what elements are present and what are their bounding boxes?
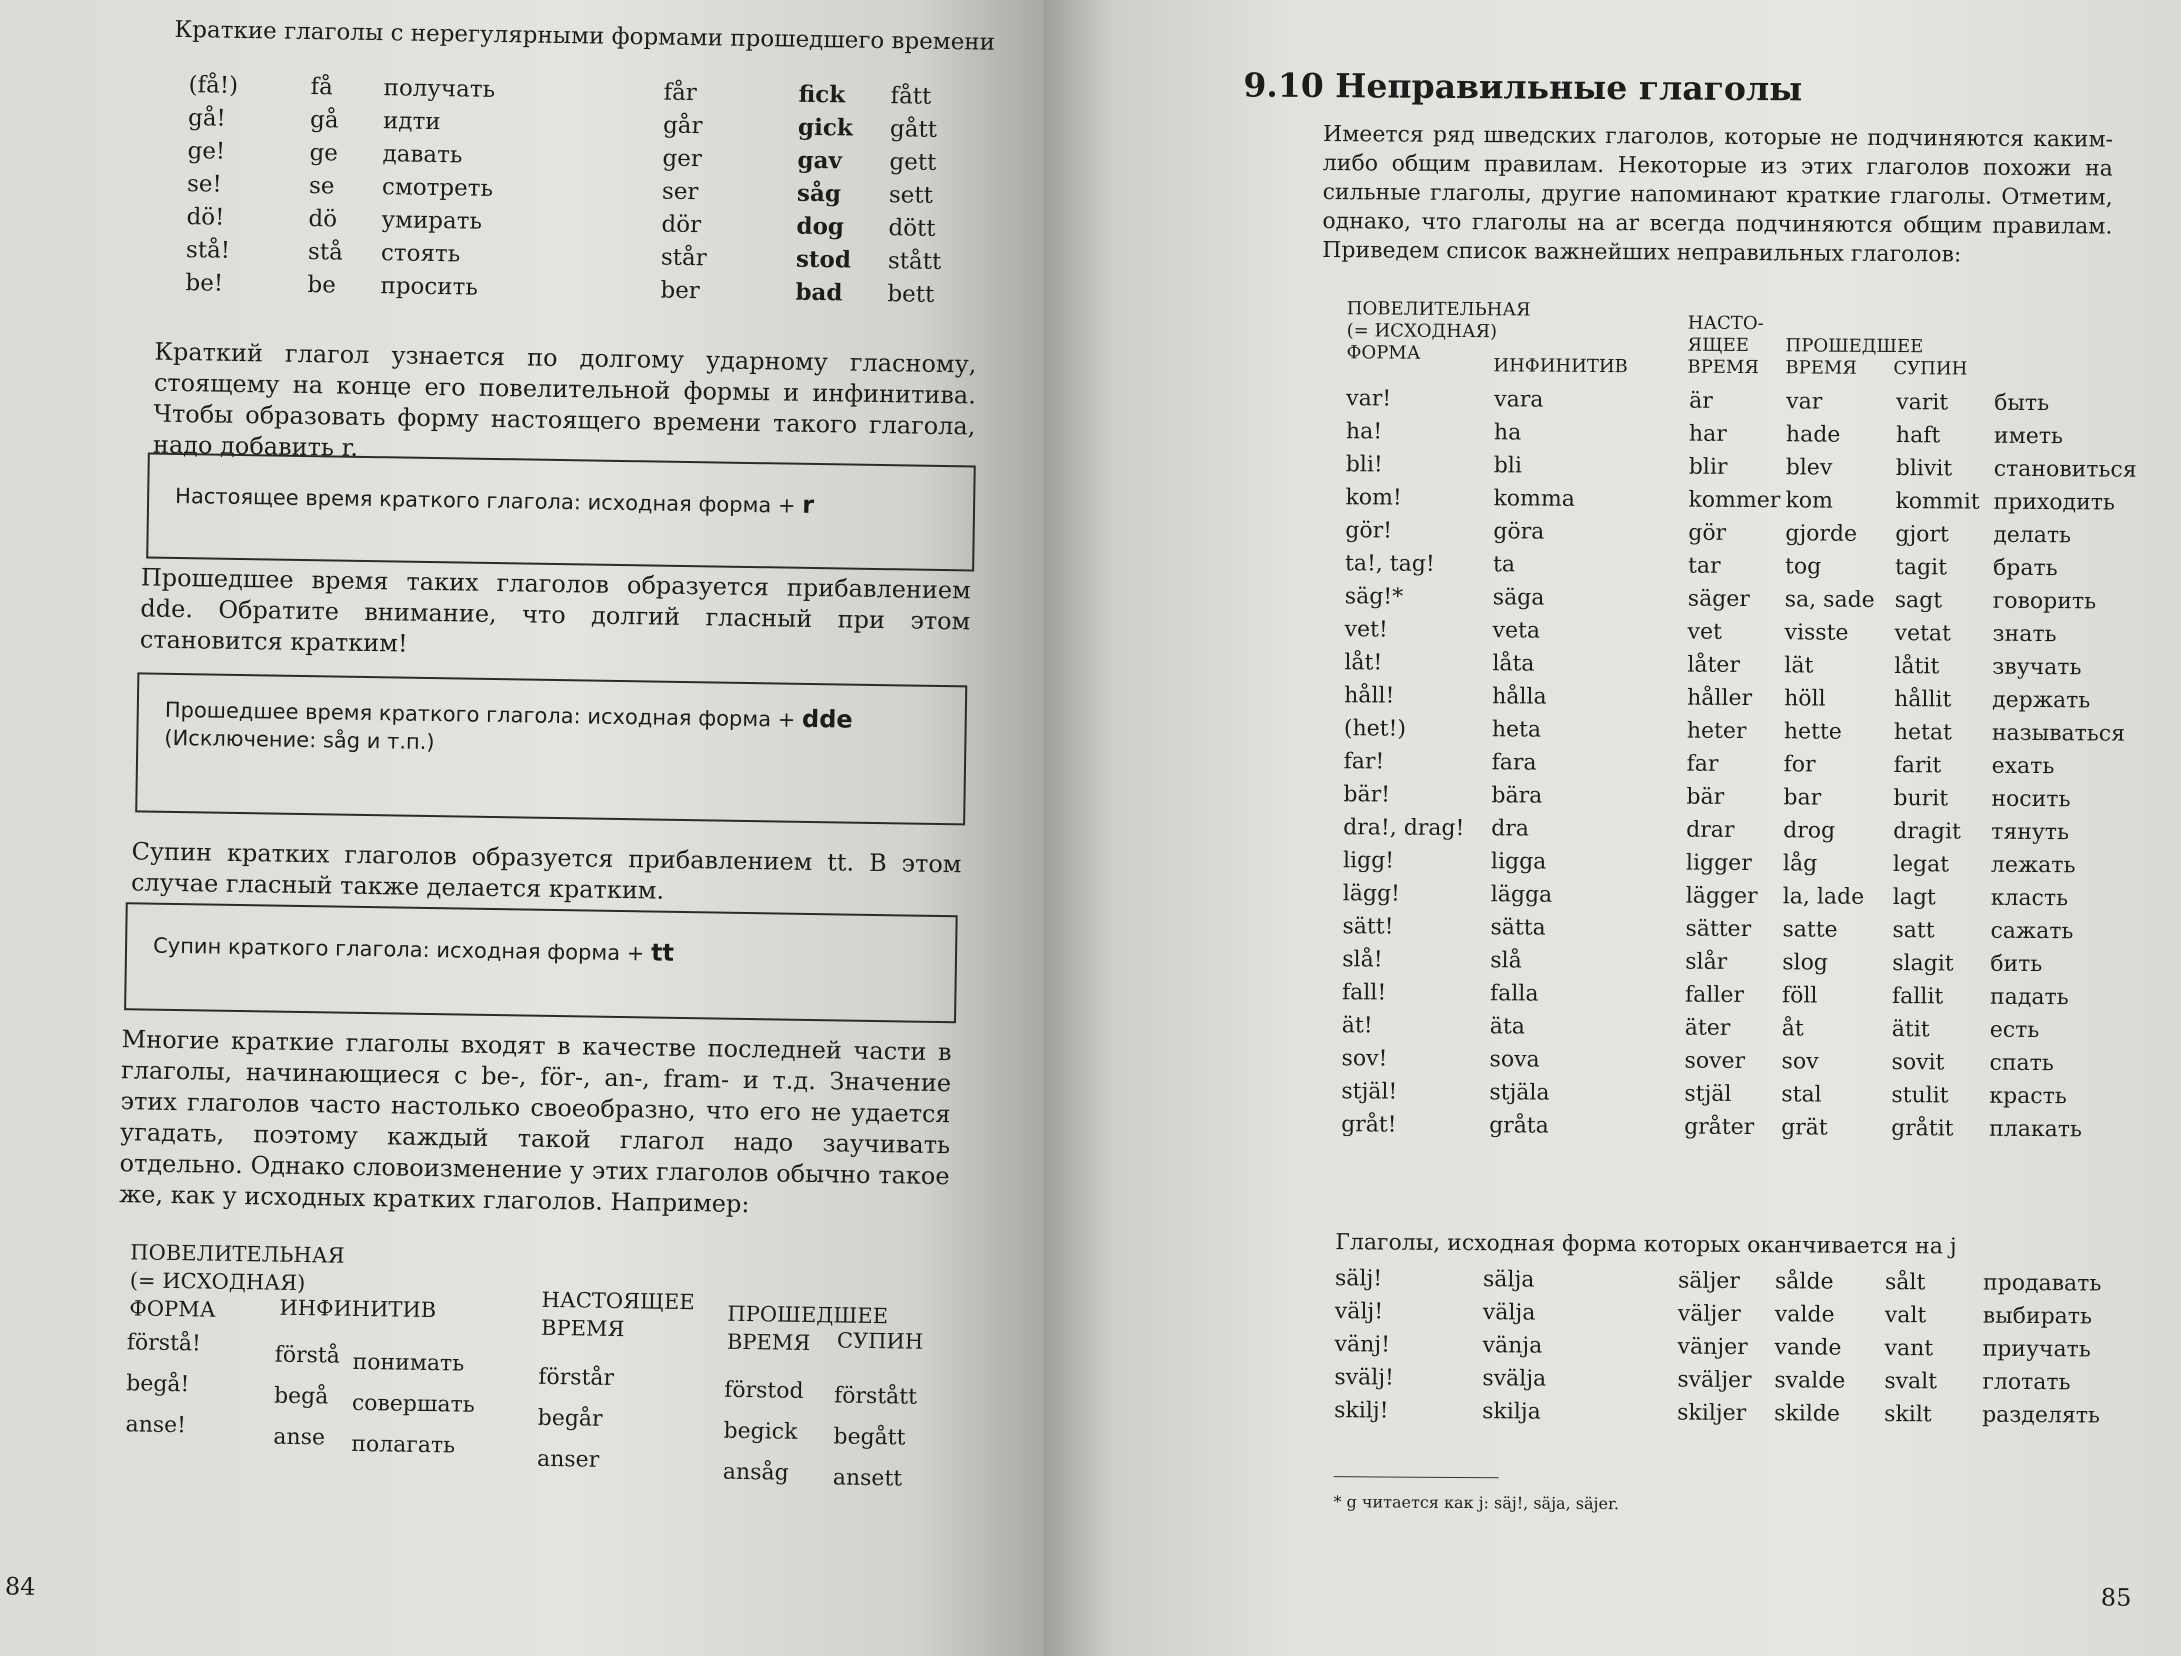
verb-pres: dör <box>661 211 702 238</box>
page-number-left: 84 <box>4 1572 36 1601</box>
verb-inf: hålla <box>1492 684 1547 710</box>
verb-inf: dö <box>308 205 338 232</box>
verb-imp: säg!* <box>1344 584 1404 610</box>
verb-imp: bär! <box>1343 782 1391 808</box>
table-row <box>1346 415 2154 454</box>
verb-pres: ligger <box>1685 850 1752 877</box>
j-verbs-caption: Глаголы, исходная форма которых оканчивается на j <box>1335 1230 1957 1260</box>
verb-inf: sälja <box>1482 1267 1535 1293</box>
table-row <box>1344 646 2152 685</box>
example-sup: förstått <box>833 1383 918 1410</box>
table-row <box>1345 481 2153 520</box>
verb-imp: gå! <box>187 104 227 132</box>
verb-sup: vetat <box>1894 621 1951 647</box>
verb-meaning: плакать <box>1989 1116 2082 1143</box>
verb-past: gjorde <box>1785 521 1858 547</box>
verb-sup: sett <box>888 181 934 209</box>
verb-inf: äta <box>1489 1014 1525 1040</box>
verb-imp: bli! <box>1345 452 1383 478</box>
verb-pres: går <box>662 112 703 139</box>
verb-inf: sova <box>1489 1047 1540 1073</box>
verb-sup: låtit <box>1894 654 1940 680</box>
verb-pres: bär <box>1686 784 1725 810</box>
header-imperative: ПОВЕЛИТЕЛЬНАЯ (= ИСХОДНАЯ) ФОРМА <box>1346 298 1531 364</box>
verb-past: la, lade <box>1782 884 1865 910</box>
verb-imp: ligg! <box>1342 848 1395 874</box>
verb-inf: stå <box>307 238 343 266</box>
verb-imp: gråt! <box>1341 1112 1397 1138</box>
verb-past: slog <box>1782 950 1829 976</box>
table-row <box>1342 943 2150 982</box>
verb-past: skilde <box>1774 1401 1841 1427</box>
example-pres: förstår <box>538 1364 615 1391</box>
table-row <box>1344 712 2152 751</box>
verb-past: bar <box>1783 785 1822 811</box>
verb-meaning: говорить <box>1992 588 2097 615</box>
verb-inf: stjäla <box>1489 1080 1550 1106</box>
verb-pres: låter <box>1687 652 1740 678</box>
example-inf: anse <box>273 1424 326 1451</box>
example-meaning: понимать <box>352 1349 465 1377</box>
verb-pres: kommer <box>1688 487 1781 514</box>
verb-imp: var! <box>1346 386 1392 412</box>
verb-inf: svälja <box>1482 1366 1547 1392</box>
verb-meaning: бить <box>1990 951 2043 978</box>
verb-imp: sälj! <box>1334 1266 1383 1292</box>
verb-sup: sagt <box>1894 588 1943 614</box>
table-row <box>1345 514 2153 553</box>
verb-pres: vänjer <box>1677 1334 1748 1361</box>
verb-past: föll <box>1781 983 1818 1009</box>
verb-inf: be <box>307 271 337 298</box>
table-row <box>1341 1108 2149 1147</box>
table-row <box>1346 448 2154 487</box>
verb-sup: legat <box>1892 852 1950 878</box>
verb-meaning: сажать <box>1990 918 2074 945</box>
paragraph-short-verb-present: Краткий глагол узнается по долгому ударному гласному, стоящему на конце его повелительной формы и инфинитива. Чтобы образовать форму настоящего времени такого глагола, надо добавить r. <box>152 337 977 462</box>
verb-meaning: идти <box>382 107 441 135</box>
verb-meaning: просить <box>380 272 479 301</box>
verb-sup: haft <box>1895 423 1941 449</box>
verb-meaning: смотреть <box>381 173 494 202</box>
verb-sup: farit <box>1893 753 1942 779</box>
verb-imp: ha! <box>1345 419 1383 445</box>
verb-imp: sov! <box>1341 1046 1388 1072</box>
verb-imp: låt! <box>1344 650 1383 676</box>
verb-inf: göra <box>1493 519 1545 545</box>
table-row <box>1335 1262 2143 1301</box>
verb-imp: ät! <box>1341 1013 1373 1039</box>
verb-pres: stjäl <box>1684 1081 1732 1107</box>
verb-imp: stjäl! <box>1341 1079 1398 1105</box>
right-page <box>1044 0 2181 1656</box>
verb-past: gick <box>797 113 854 142</box>
verb-past: visste <box>1784 620 1849 646</box>
verb-sup: dragit <box>1893 819 1961 845</box>
paragraph-compound-verbs: Многие краткие глаголы входят в качестве последней части в глаголы, начинающиеся с be-, för-, an-, fram- и т.д. Значение этих глаголов часто настолько своеобразно, что его не удается угадать, поэтому каждый такой глагол надо заучивать отдельно. Однако словоизменение у этих глаголов обычно такое же, как у исходных кратких глаголов. Например: <box>118 1025 952 1219</box>
rule-ending: dde <box>801 704 853 734</box>
verb-sup: blivit <box>1895 456 1953 482</box>
verb-imp: dö! <box>186 203 225 231</box>
verb-sup: satt <box>1892 918 1935 944</box>
verb-pres: far <box>1686 751 1719 777</box>
verb-pres: sätter <box>1685 916 1752 943</box>
verb-meaning: давать <box>382 140 463 168</box>
verb-inf: lägga <box>1490 882 1553 908</box>
verb-pres: säljer <box>1677 1268 1740 1294</box>
verb-meaning: звучать <box>1992 654 2082 681</box>
table-row <box>1345 580 2153 619</box>
table-row <box>1342 910 2150 949</box>
verb-meaning: знать <box>1992 621 2057 648</box>
example-past: förstod <box>723 1377 804 1404</box>
verb-sup: varit <box>1896 390 1949 416</box>
verb-imp: sätt! <box>1342 914 1394 940</box>
verb-meaning: держать <box>1992 687 2091 714</box>
verb-inf: gråta <box>1489 1113 1549 1139</box>
verb-imp: far! <box>1343 749 1385 775</box>
verb-pres: heter <box>1686 718 1747 745</box>
verb-meaning: приучать <box>1982 1336 2091 1363</box>
verb-inf: välja <box>1482 1300 1536 1326</box>
verb-imp: fall! <box>1341 980 1387 1006</box>
verb-meaning: ехать <box>1991 753 2055 780</box>
rule-box-supine <box>124 902 958 1023</box>
verb-meaning: разделять <box>1982 1402 2100 1429</box>
verb-pres: är <box>1689 388 1713 414</box>
verb-pres: håller <box>1687 685 1753 712</box>
verb-pres: säger <box>1687 586 1750 613</box>
verb-past: fick <box>798 80 846 109</box>
example-pres: begår <box>537 1405 603 1432</box>
verb-imp: håll! <box>1344 683 1395 709</box>
verb-meaning: класть <box>1990 885 2069 912</box>
verb-inf: bära <box>1491 783 1543 809</box>
table-row <box>1343 877 2151 916</box>
verb-imp: svälj! <box>1334 1365 1395 1391</box>
verb-inf: heta <box>1491 717 1542 743</box>
verb-past: var <box>1786 389 1823 415</box>
verb-pres: sover <box>1684 1048 1746 1075</box>
table-row <box>1335 1295 2143 1334</box>
table-row <box>1341 1075 2149 1114</box>
verb-meaning: быть <box>1994 390 2050 417</box>
irregular-past-caption: Краткие глаголы с нерегулярными формами прошедшего времени <box>174 16 996 56</box>
example-meaning: полагать <box>351 1431 456 1459</box>
verb-imp: välj! <box>1334 1299 1384 1325</box>
verb-inf: ge <box>309 139 339 166</box>
rule-text: Прошедшее время краткого глагола: исходная форма + <box>164 697 796 732</box>
verb-past: såg <box>796 179 842 208</box>
example-header-infinitive: ИНФИНИТИВ <box>279 1295 437 1323</box>
verb-inf: ligga <box>1490 849 1547 875</box>
verb-past: drog <box>1783 818 1836 844</box>
verb-pres: får <box>663 79 698 106</box>
verb-past: for <box>1783 752 1816 778</box>
verb-imp: ta!, tag! <box>1344 551 1435 577</box>
verb-meaning: называться <box>1991 720 2126 747</box>
verb-sup: lagt <box>1892 885 1936 911</box>
verb-inf: dra <box>1491 816 1530 842</box>
verb-imp: skilj! <box>1334 1398 1389 1424</box>
verb-past: grät <box>1781 1115 1828 1141</box>
verb-pres: väljer <box>1677 1301 1741 1327</box>
table-row <box>1343 811 2151 850</box>
verb-inf: ta <box>1492 552 1516 578</box>
rule-exception: (Исключение: såg и т.п.) <box>164 725 435 755</box>
verb-meaning: брать <box>1992 555 2058 582</box>
short-verbs-table <box>185 68 971 311</box>
table-row <box>1343 778 2151 817</box>
verb-imp: (få!) <box>188 71 239 99</box>
verb-imp: lägg! <box>1342 881 1401 907</box>
verb-pres: har <box>1688 421 1727 447</box>
verb-pres: äter <box>1684 1015 1731 1041</box>
verb-imp: stå! <box>185 236 231 264</box>
verb-inf: slå <box>1490 948 1522 974</box>
verb-past: lät <box>1784 653 1814 679</box>
example-sup: ansett <box>832 1465 903 1492</box>
verb-inf: bli <box>1493 453 1522 479</box>
verb-meaning: тянуть <box>1991 819 2070 846</box>
table-row <box>1334 1328 2142 1367</box>
table-row <box>1342 1009 2150 1048</box>
verb-sup: stått <box>887 247 942 275</box>
header-present: НАСТО- ЯЩЕЕ ВРЕМЯ <box>1687 312 1764 379</box>
verb-sup: skilt <box>1884 1401 1932 1428</box>
verb-inf: fara <box>1491 750 1537 776</box>
example-pres: anser <box>536 1446 600 1473</box>
verb-inf: se <box>308 172 335 199</box>
verb-past: sålde <box>1774 1269 1834 1295</box>
verb-inf: låta <box>1492 651 1535 677</box>
verb-pres: sväljer <box>1677 1367 1752 1394</box>
verb-past: tog <box>1784 554 1822 580</box>
verb-inf: skilja <box>1482 1399 1541 1425</box>
example-header-imperative: ПОВЕЛИТЕЛЬНАЯ (= ИСХОДНАЯ) ФОРМА <box>129 1240 345 1322</box>
verb-inf: ha <box>1493 420 1522 446</box>
table-row <box>1343 844 2151 883</box>
verb-pres: lägger <box>1685 883 1758 910</box>
rule-box-present <box>146 453 976 572</box>
header-supine: СУПИН <box>1893 358 1968 380</box>
verb-sup: valt <box>1884 1302 1927 1329</box>
rule-text: Супин краткого глагола: исходная форма + <box>152 933 645 966</box>
example-header-present: НАСТОЯЩЕЕ ВРЕМЯ <box>540 1287 695 1342</box>
verb-sup: tagit <box>1894 555 1948 581</box>
verb-sup: gjort <box>1895 522 1949 548</box>
rule-box-past <box>135 672 967 825</box>
rule-ending: tt <box>650 938 675 967</box>
verb-imp: kom! <box>1345 485 1402 511</box>
verb-inf: gå <box>309 106 339 133</box>
verb-meaning: лежать <box>1990 852 2076 879</box>
verb-past: kom <box>1785 488 1834 514</box>
verb-past: sa, sade <box>1784 587 1875 613</box>
paragraph-short-verb-supine: Супин кратких глаголов образуется прибавлением tt. В этом случае гласный также делается кратким. <box>130 837 962 905</box>
verb-imp: gör! <box>1345 518 1393 544</box>
verb-sup: sålt <box>1884 1269 1926 1296</box>
table-row <box>1345 547 2153 586</box>
verb-meaning: стоять <box>380 239 461 267</box>
verb-past: hette <box>1783 719 1842 745</box>
verb-pres: ber <box>660 277 701 304</box>
section-title: 9.10 Неправильные глаголы <box>1243 65 1803 109</box>
verb-inf: sätta <box>1490 915 1546 941</box>
verb-meaning: красть <box>1989 1083 2067 1110</box>
verb-meaning: умирать <box>381 206 483 235</box>
verb-meaning: спать <box>1989 1050 2054 1077</box>
verb-pres: skiljer <box>1677 1400 1747 1427</box>
verb-sup: dött <box>888 214 936 242</box>
verb-sup: gett <box>889 148 937 176</box>
example-inf: begå <box>273 1383 329 1410</box>
verb-past: stod <box>795 245 852 274</box>
verb-pres: blir <box>1688 454 1728 480</box>
verb-pres: slår <box>1685 949 1728 975</box>
table-row <box>1346 382 2154 421</box>
verb-meaning: продавать <box>1982 1270 2102 1297</box>
table-row <box>1334 1394 2142 1433</box>
verb-inf: få <box>310 73 334 100</box>
example-imp: förstå! <box>126 1330 202 1357</box>
verb-pres: drar <box>1686 817 1735 843</box>
example-imp: anse! <box>125 1412 187 1439</box>
verb-imp: (het!) <box>1343 716 1407 742</box>
rule-text: Настоящее время краткого глагола: исходная форма + <box>174 483 796 518</box>
verb-past: bad <box>795 278 843 307</box>
example-past: ansåg <box>722 1459 789 1486</box>
verb-meaning: приходить <box>1993 489 2116 516</box>
footnote-rule <box>1334 1476 1499 1478</box>
j-verbs-table <box>1334 1262 2143 1433</box>
verb-sup: gråtit <box>1891 1116 1954 1142</box>
verb-meaning: делать <box>1993 522 2072 549</box>
verb-meaning: глотать <box>1982 1369 2071 1396</box>
verb-inf: veta <box>1492 618 1541 644</box>
table-row <box>1344 613 2152 652</box>
example-imp: begå! <box>126 1371 190 1398</box>
verb-sup: gått <box>889 115 938 143</box>
verb-past: höll <box>1784 686 1826 712</box>
verb-pres: står <box>660 244 707 271</box>
header-infinitive: ИНФИНИТИВ <box>1493 355 1628 378</box>
example-past: begick <box>723 1418 798 1445</box>
verb-sup: hållit <box>1894 687 1952 713</box>
verb-meaning: падать <box>1989 984 2069 1011</box>
verb-imp: slå! <box>1342 947 1383 973</box>
paragraph-short-verb-past: Прошедшее время таких глаголов образуется прибавлением dde. Обратите внимание, что долгий гласный при этом становится кратким! <box>139 563 972 658</box>
verb-past: svalde <box>1774 1368 1846 1394</box>
verb-inf: vara <box>1494 387 1544 413</box>
verb-imp: dra!, drag! <box>1343 815 1465 842</box>
verb-sup: stulit <box>1891 1083 1949 1109</box>
example-sup: begått <box>833 1424 906 1451</box>
irregular-verbs-table <box>1341 382 2154 1147</box>
table-row <box>1342 976 2150 1015</box>
rule-ending: r <box>802 490 815 519</box>
example-meaning: совершать <box>351 1390 475 1418</box>
verb-sup: bett <box>887 280 935 308</box>
example-inf: förstå <box>274 1342 341 1369</box>
table-row <box>1344 745 2152 784</box>
verb-sup: hetat <box>1893 720 1952 746</box>
verb-sup: burit <box>1893 786 1949 812</box>
verb-sup: fått <box>890 82 932 110</box>
verb-past: hade <box>1785 422 1841 448</box>
verb-meaning: носить <box>1991 786 2071 813</box>
table-row <box>1334 1361 2142 1400</box>
example-header-supine: СУПИН <box>836 1328 924 1354</box>
paragraph-irregular-intro: Имеется ряд шведских глаголов, которые не подчиняются каким-либо общим правилам. Некоторые из этих глаголов похожи на сильные глаголы, другие напоминают краткие глаголы. Отметим, однако, что глаголы на ar всегда подчиняются общим правилам. Приведем список важнейших неправильных глаголов: <box>1322 122 2114 268</box>
page-number-right: 85 <box>2100 1583 2132 1612</box>
verb-past: dog <box>796 212 845 241</box>
verb-past: blev <box>1785 455 1833 481</box>
verb-past: vande <box>1774 1335 1842 1361</box>
verb-inf: vänja <box>1482 1333 1543 1359</box>
verb-sup: slagit <box>1892 951 1954 977</box>
verb-inf: säga <box>1492 585 1545 611</box>
verb-past: stal <box>1781 1082 1822 1108</box>
verb-pres: faller <box>1684 982 1745 1009</box>
verb-pres: vet <box>1687 619 1722 645</box>
verb-inf: falla <box>1489 981 1539 1007</box>
verb-pres: ger <box>662 145 703 172</box>
verb-past: valde <box>1774 1302 1835 1328</box>
verb-sup: fallit <box>1891 984 1944 1010</box>
verb-pres: tar <box>1687 553 1721 579</box>
verb-pres: gråter <box>1684 1114 1755 1141</box>
left-page <box>0 0 1044 1656</box>
verb-imp: vänj! <box>1334 1332 1391 1358</box>
verb-past: gav <box>797 146 843 175</box>
verb-imp: ge! <box>187 137 226 165</box>
verb-sup: ätit <box>1891 1017 1930 1043</box>
verb-meaning: есть <box>1989 1017 2040 1044</box>
verb-past: låg <box>1782 851 1818 877</box>
verb-meaning: выбирать <box>1982 1303 2093 1330</box>
verb-sup: svalt <box>1884 1368 1938 1395</box>
verb-sup: sovit <box>1891 1050 1945 1076</box>
verb-imp: se! <box>186 170 222 198</box>
verb-pres: ser <box>661 178 699 205</box>
table-row <box>1341 1042 2149 1081</box>
verb-past: satte <box>1782 917 1838 943</box>
verb-meaning: получать <box>383 74 496 103</box>
footnote: * g читается как j: säj!, säja, säjer. <box>1333 1492 1620 1514</box>
verb-inf: komma <box>1493 486 1576 512</box>
verb-pres: gör <box>1688 520 1727 546</box>
verb-past: sov <box>1781 1049 1819 1075</box>
verb-imp: be! <box>185 269 224 297</box>
verb-meaning: иметь <box>1993 423 2064 450</box>
verb-imp: vet! <box>1344 617 1388 643</box>
verb-sup: vant <box>1884 1335 1934 1362</box>
verb-past: åt <box>1781 1016 1804 1042</box>
verb-sup: kommit <box>1895 489 1980 515</box>
header-past: ПРОШЕДШЕЕ ВРЕМЯ <box>1785 335 1924 379</box>
verb-meaning: становиться <box>1993 456 2137 483</box>
example-header-past: ПРОШЕДШЕЕ ВРЕМЯ <box>726 1301 889 1356</box>
table-row <box>1344 679 2152 718</box>
